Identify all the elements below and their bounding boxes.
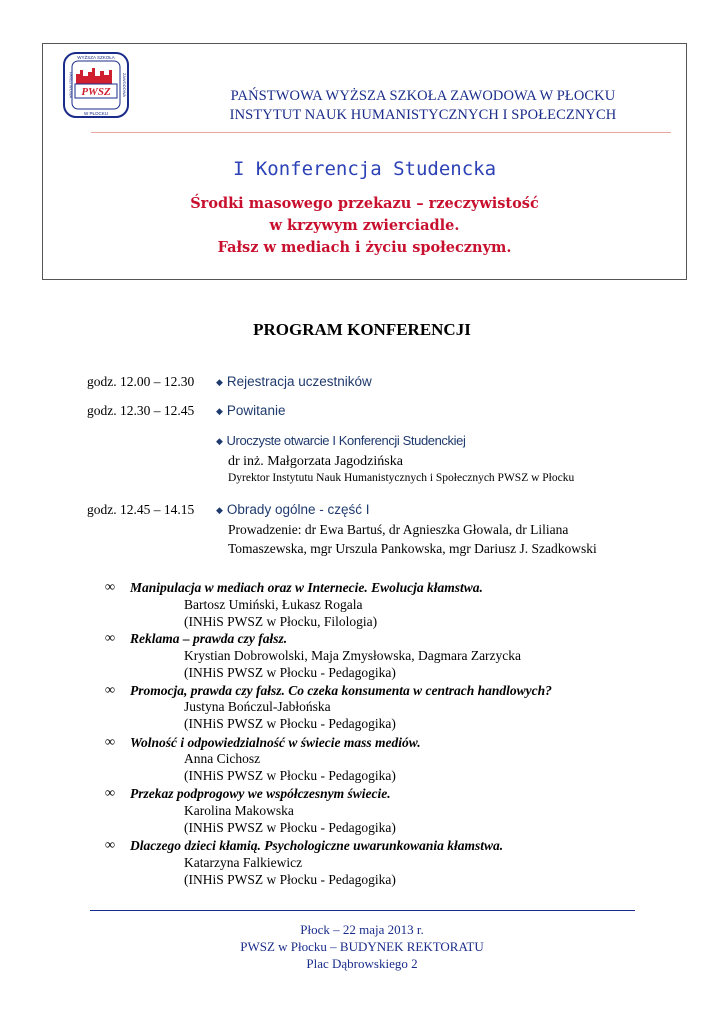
diamond-bullet-icon: ◆ — [216, 406, 223, 416]
talk-affiliation: (INHiS PWSZ w Płocku - Pedagogika) — [184, 665, 396, 680]
diamond-bullet-icon: ◆ — [216, 377, 223, 387]
program-item: ◆ Powitanie — [216, 403, 286, 418]
conference-title: I Konferencja Studencka — [232, 158, 497, 180]
talk-affiliation: (INHiS PWSZ w Płocku - Pedagogika) — [184, 820, 396, 835]
program-item: ◆ Rejestracja uczestników — [216, 374, 372, 389]
talk-title: Manipulacja w mediach oraz w Internecie. Ewolucja kłamstwa. — [130, 580, 483, 595]
talk-affiliation: (INHiS PWSZ w Płocku, Filologia) — [184, 614, 378, 629]
time-slot: godz. 12.45 – 14.15 — [87, 502, 195, 517]
opener-role: Dyrektor Instytutu Nauk Humanistycznych i Społecznych PWSZ w Płocku — [228, 472, 575, 484]
institute-name: INSTYTUT NAUK HUMANISTYCZNYCH I SPOŁECZNYCH — [229, 107, 617, 123]
program-title: PROGRAM KONFERENCJI — [253, 320, 471, 339]
talk-title: Przekaz podprogowy we współczesnym świecie. — [130, 786, 391, 801]
talk-authors: Bartosz Umiński, Łukasz Rogala — [184, 597, 363, 612]
talk-authors: Krystian Dobrowolski, Maja Zmysłowska, Dagmara Zarzycka — [184, 648, 522, 663]
talk-title: Wolność i odpowiedzialność w świecie mass mediów. — [130, 735, 421, 750]
talk-authors: Justyna Bończul-Jabłońska — [184, 699, 331, 714]
diamond-bullet-icon: ◆ — [216, 505, 223, 515]
svg-text:PAŃSTWOWA: PAŃSTWOWA — [68, 71, 74, 99]
moderators: Tomaszewska, mgr Urszula Pankowska, mgr Dariusz J. Szadkowski — [228, 541, 597, 556]
talk-authors: Anna Cichosz — [184, 751, 261, 766]
moderators: Prowadzenie: dr Ewa Bartuś, dr Agnieszka Głowala, dr Liliana — [228, 522, 569, 537]
talk-title: Reklama – prawda czy fałsz. — [130, 631, 288, 646]
conference-subtitle-line: Środki masowego przekazu – rzeczywistość — [190, 195, 539, 212]
time-slot: godz. 12.30 – 12.45 — [87, 403, 195, 418]
infinity-bullet-icon: ∞ — [105, 786, 115, 801]
opener-name: dr inż. Małgorzata Jagodzińska — [228, 454, 403, 469]
diamond-bullet-icon: ◆ — [216, 436, 223, 446]
footer-address: Plac Dąbrowskiego 2 — [306, 956, 418, 971]
svg-text:W PŁOCKU: W PŁOCKU — [83, 111, 109, 116]
time-slot: godz. 12.00 – 12.30 — [87, 374, 195, 389]
footer-venue: PWSZ w Płocku – BUDYNEK REKTORATU — [240, 939, 484, 954]
infinity-bullet-icon: ∞ — [105, 838, 115, 853]
svg-text:WYŻSZA SZKOŁA: WYŻSZA SZKOŁA — [77, 55, 115, 60]
talk-affiliation: (INHiS PWSZ w Płocku - Pedagogika) — [184, 716, 396, 731]
talk-authors: Katarzyna Falkiewicz — [184, 855, 303, 870]
infinity-bullet-icon: ∞ — [105, 631, 115, 646]
conference-subtitle-line: w krzywym zwierciadle. — [269, 217, 460, 234]
svg-text:ZAWODOWA: ZAWODOWA — [122, 72, 127, 98]
svg-text:PWSZ: PWSZ — [81, 86, 111, 98]
program-item: ◆ Uroczyste otwarcie I Konferencji Studenckiej — [216, 433, 466, 448]
program-item: ◆ Obrady ogólne - część I — [216, 502, 370, 517]
conference-subtitle-line: Fałsz w mediach i życiu społecznym. — [217, 239, 512, 256]
infinity-bullet-icon: ∞ — [105, 580, 115, 595]
talk-title: Dlaczego dzieci kłamią. Psychologiczne uwarunkowania kłamstwa. — [130, 838, 504, 853]
infinity-bullet-icon: ∞ — [105, 735, 115, 750]
talk-affiliation: (INHiS PWSZ w Płocku - Pedagogika) — [184, 768, 396, 783]
talk-title: Promocja, prawda czy fałsz. Co czeka konsumenta w centrach handlowych? — [130, 683, 552, 698]
talk-affiliation: (INHiS PWSZ w Płocku - Pedagogika) — [184, 872, 396, 887]
talk-authors: Karolina Makowska — [184, 803, 294, 818]
footer-date: Płock – 22 maja 2013 r. — [300, 922, 424, 937]
infinity-bullet-icon: ∞ — [105, 683, 115, 698]
header-box — [42, 43, 687, 280]
institution-name: PAŃSTWOWA WYŻSZA SZKOŁA ZAWODOWA W PŁOCKU — [230, 88, 616, 104]
pwsz-logo — [63, 52, 129, 118]
header-divider — [91, 132, 671, 133]
footer-divider — [90, 910, 635, 911]
